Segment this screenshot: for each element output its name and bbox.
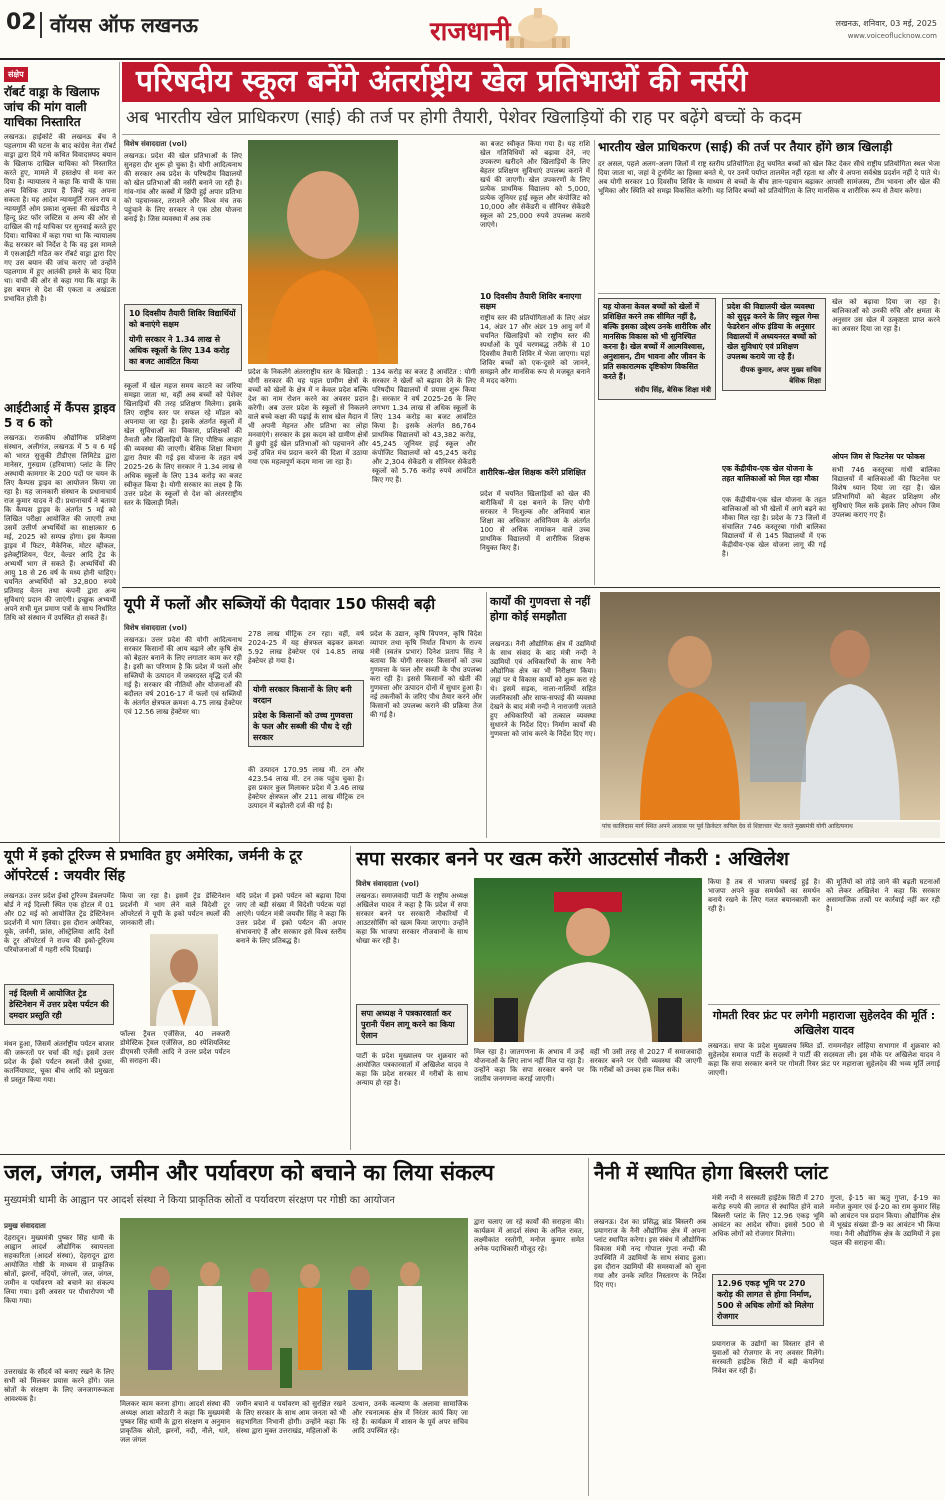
- lead-column: 134 करोड़ का बजट है आवंटित : योगी सरकार ने खेलों को बढ़ावा देने के लिए परिषदीय विद्यालयों में प्रयास शुरू किया है। सरकार ने वर्ष 2025-26 के लिए लगभग 1.34 लाख से अधिक स्कूलों के लिए 134 करोड़ का बजट आवंटित किया है। इसके अंतर्गत 86,764 प्राथमिक विद्यालयों को 43,382 करोड़, 45,245 जूनियर हाई स्कूल और कंपोजिट विद्यालयों को 45,245 करोड़ और 2,304 सेकेंडरी व सीनियर सेकेंडरी स्कूलों को 5.76 करोड़ रुपये आवंटित किए गए हैं।: [372, 368, 476, 484]
- section-rule: [708, 1004, 940, 1005]
- pull-bullet: 12.96 एकड़ भूमि पर 270 करोड़ की लागत से होगा निर्माण, 500 से अधिक लोगों को मिलेगा रोजगार: [717, 1279, 814, 1321]
- fruits-headline: यूपी में फलों और सब्जियों की पैदावार 150 फीसदी बढ़ी: [124, 595, 436, 613]
- akhilesh-column: लखनऊ। समाजवादी पार्टी के राष्ट्रीय अध्यक्ष अखिलेश यादव ने कहा है कि प्रदेश में सपा सरकार बनने पर सरकारी नौकरियों में आउटसोर्सिंग को खत्म किया जाएगा। उन्होंने कहा कि भाजपा सरकार नौजवानों के साथ धोखा कर रही है।: [356, 892, 468, 945]
- bisleri-column: मंत्री नन्दी ने सरस्वती हाईटेक सिटी में 270 करोड़ रुपये की लागत से स्थापित होने वाले बिस्लरी प्लांट के लिए 12.96 एकड़ भूमि आवंटन का आदेश सौंपा। इससे 500 से अधिक लोगों को रोजगार मिलेगा।: [712, 1194, 824, 1238]
- section-rule: [122, 587, 940, 588]
- portrait-icon: [248, 140, 398, 364]
- akhilesh-column: पार्टी के प्रदेश मुख्यालय पर शुक्रवार को आयोजित पत्रकारवार्ता में अखिलेश यादव ने कहा कि प्रदेश सरकार में गरीबों के साथ अन्याय हो रहा है।: [356, 1052, 468, 1087]
- masthead-divider: [40, 12, 42, 38]
- akhilesh-column: की मूर्तियों को तोड़े जाने की बढ़ती घटनाओं को लेकर अखिलेश ने कहा कि सरकार असामाजिक तत्वों पर कार्रवाई नहीं कर रही है।: [826, 878, 940, 913]
- lead-column: स्कूलों में खेल महज समय काटने का जरिया समझा जाता था, वहीं अब बच्चों को पेशेवर खिलाड़ियों की तरह प्रशिक्षण मिलेगा। इसके लिए राष्ट्रीय स्तर पर सफल रहे मॉडल को अपनाया जा रहा है। इसके अंतर्गत स्कूलों में खेल सुविधाओं का विकास, प्रशिक्षकों की तैनाती और खिलाड़ियों के लिए पौष्टिक आहार की व्यवस्था की जाएगी। बेसिक शिक्षा विभाग द्वारा तैयार की गई इस योजना के तहत वर्ष 2025-26 के लिए सरकार ने 1.34 लाख से अधिक स्कूलों के लिए 134 करोड़ का बजट स्वीकृत किया है। योगी सरकार का लक्ष्य है कि उत्तर प्रदेश के स्कूलों से देश को अंतरराष्ट्रीय स्तर के खिलाड़ी मिलें।: [124, 382, 242, 507]
- brief-body: लखनऊ। हाईकोर्ट की लखनऊ बेंच ने पहलगाम की घटना के बाद कांग्रेस नेता रॉबर्ट वाड्रा द्वारा दिये गये कथित विवादास्पद बयान के खिलाफ दाखिल याचिका को निस्तारित करते हुए, मामले में हस्तक्षेप से मना कर दिया है। न्यायालय ने कहा कि याची के पास अन्य विधिक उपाय हैं जिन्हें वह अपना सकता है। यह आदेश न्यायमूर्ति राजन राय व न्यायमूर्ति ओम प्रकाश शुक्ला की खंडपीठ ने हिन्दू फ्रंट फॉर जस्टिस व अन्य की ओर से दाखिल की गई याचिका पर सुनवाई करते हुए दिया। याचिका में कहा गया था कि न्यायालय केंद्र सरकार को निर्देश दे कि वह इस मामले में एसआईटी गठित कर रॉबर्ट वाड्रा द्वारा दिए गए उस बयान की जांच कराए जो उन्होंने पहलगाम में हुए आतंकी हमले के बाद दिया था। याची की ओर से कहा गया कि वाड्रा के इस बयान से देश की एकता व अखंडता प्रभावित होती है।: [4, 133, 116, 303]
- masthead-rule: [0, 58, 945, 60]
- sai-column: एक केंद्रीयीय-एक खेल योजना के तहत बालिकाओं को भी खेलों में आगे बढ़ने का मौका मिल रहा है। प्रदेश के 73 जिलों में संचालित 746 कस्तूरबा गांधी बालिका विद्यालयों में से 145 विद्यालयों में एक केंद्रीयीय-एक खेल योजना लागू की गई है।: [722, 496, 826, 558]
- quote-text: यह योजना केवल बच्चों को खेलों में प्रशिक्षित करने तक सीमित नहीं है, बल्कि इसका उद्देश्य उनके शारीरिक और मानसिक विकास को भी सुनिश्चित करना है। खेल बच्चों में आत्मविश्वास, अनुशासन, टीम भावना और जीवन के प्रति सकारात्मक दृष्टिकोण विकसित करते हैं।: [603, 302, 711, 381]
- cm-kapil-dev-photo: [600, 592, 940, 820]
- logo: [420, 6, 580, 52]
- tourism-column: किया जा रहा है। इसमें ट्रेड डेस्टिनेशन प्रदर्शनी में भाग लेने वाले विदेशी टूर ऑपरेटर्स ने यूपी के इको पर्यटन स्थलों की जानकारी ली।: [120, 892, 230, 927]
- bisleri-headline: नैनी में स्थापित होगा बिस्लरी प्लांट: [594, 1162, 828, 1184]
- dhami-column: देहरादून। मुख्यमंत्री पुष्कर सिंह धामी के आह्वान आदर्श औद्योगिक स्वायत्तता सहकारिता (आदर्श संस्था), देहरादून द्वारा आयोजित गोष्ठी के माध्यम से प्राकृतिक स्रोतों, झरनों, नदियों, जंगलों, जल, जंगल, जमीन व पर्यावरण को बचाने का संकल्प लिया गया। इसी अवसर पर पौधारोपण भी किया गया।: [4, 1234, 114, 1305]
- lead-headline-bar: [122, 62, 940, 102]
- lead-column: का बजट स्वीकृत किया गया है। यह राशि खेल गतिविधियों को बढ़ावा देने, नए उपकरण खरीदने और खिलाड़ियों के लिए बेहतर प्रशिक्षण सुविधाएं उपलब्ध कराने में खर्च की जाएगी। खेल उपकरणों के लिए प्रत्येक प्राथमिक विद्यालय को 5,000, प्रत्येक जूनियर हाई स्कूल और कंपोजिट को 10,000 और सेकेंडरी व सीनियर सेकेंडरी स्कूल को 25,000 रुपये उपलब्ध कराये जाएंगे।: [480, 140, 590, 229]
- fruits-column: लखनऊ। उत्तर प्रदेश की योगी आदित्यनाथ सरकार किसानों की आय बढ़ाने और कृषि क्षेत्र को बेहतर बनाने के लिए लगातार काम कर रही है। इसी का परिणाम है कि प्रदेश में फलों और सब्जियों के उत्पादन में जबरदस्त वृद्धि दर्ज की गई है। सरकार की नीतियों और योजनाओं की बदौलत वर्ष 2016-17 में फलों एवं सब्जियों के अंतर्गत क्षेत्रफल क्रमशः 4.75 लाख हेक्टेयर एवं 12.56 लाख हेक्टेयर था।: [124, 636, 242, 716]
- photo-person-icon: [474, 878, 702, 1042]
- akhilesh-pull-box: [356, 1004, 468, 1045]
- section-rule: [598, 293, 940, 294]
- column-rule: [486, 592, 487, 838]
- dhami-subheadline: मुख्यमंत्री धामी के आह्वान पर आदर्श संस्था ने किया प्राकृतिक स्रोतों व पर्यावरण संरक्षण पर गोष्ठी का आयोजन: [4, 1195, 395, 1206]
- quote-author: संदीप सिंह, बेसिक शिक्षा मंत्री: [634, 386, 711, 394]
- pull-bullet: सपा अध्यक्ष ने पत्रकारवार्ता कर पुरानी पेंशन लागू करने का किया ऐलान: [361, 1009, 455, 1040]
- section-rule: [0, 842, 945, 843]
- lead-rule: [122, 134, 940, 135]
- photo-caption: पांच कालिदास मार्ग स्थित अपने आवास पर पूर्व क्रिकेटर कपिल देव से शिष्टाचार भेंट करते मुख्यमंत्री योगी आदित्यनाथ: [600, 822, 940, 838]
- pull-bullet: नई दिल्ली में आयोजित ट्रेड डेस्टिनेशन में उत्तर प्रदेश पर्यटन की दमदार प्रस्तुति रही: [9, 989, 109, 1020]
- column-rule: [119, 62, 120, 842]
- photo-group-icon: [120, 1218, 468, 1396]
- portrait-icon: [150, 934, 218, 1026]
- lead-column: प्रदेश में चयनित खिलाड़ियों को खेल की बारीकियों में दक्ष बनाने के लिए योगी सरकार ने निःशुल्क और अनिवार्य बाल शिक्षा का अधिकार अधिनियम के अंतर्गत 100 से अधिक नामांकन वाले उच्च प्राथमिक विद्यालयों में शारीरिक शिक्षक नियुक्त किए हैं।: [480, 490, 590, 552]
- section-tag: संक्षेप: [4, 67, 28, 82]
- minister-portrait-photo: [150, 934, 218, 1026]
- official-quote-box: [722, 298, 826, 391]
- fruits-column: की उत्पादन 170.95 लाख मी. टन और 423.54 लाख मी. टन तक पहुंच चुका है। इस प्रकार कुल मिलाकर प्रदेश में 3.46 लाख हेक्टेयर क्षेत्रफल और 211 लाख मीट्रिक टन उत्पादन में बढ़ोतरी दर्ज की गई है।: [248, 766, 364, 810]
- bisleri-column: प्रयागराज के उद्योगों का विस्तार होने से युवाओं को रोजगार के नए अवसर मिलेंगे। सरस्वती हाईटेक सिटी में बड़ी कंपनियां निवेश कर रही हैं।: [712, 1340, 824, 1375]
- dhami-column: जमीन बचाने व पर्यावरण को सुरक्षित रखने के लिए सरकार के साथ आम जनता को भी सहभागिता निभानी होगी। उन्होंने कहा कि संस्था द्वारा मुक्त उत्तराखंड, महिलाओं के: [236, 1400, 346, 1435]
- sai-column: खेल को बढ़ावा दिया जा रहा है। बालिकाओं को उनकी रुचि और क्षमता के अनुसार उस खेल में उत्कृष्टता प्राप्त करने का अवसर दिया जा रहा है।: [832, 298, 940, 333]
- fruits-column: प्रदेश के उद्यान, कृषि विपणन, कृषि विदेश व्यापार तथा कृषि निर्यात विभाग के राज्य मंत्री (स्वतंत्र प्रभार) दिनेश प्रताप सिंह ने बताया कि योगी सरकार किसानों को उच्च गुणवत्ता के फल और सब्जी के पौध उपलब्ध करा रही है। इससे किसानों को खेती की गुणवत्ता और उत्पादन दोनों में सुधार हुआ है। नई तकनीकों के जरिए पौध तैयार करने और किसानों को उपलब्ध कराने की प्रक्रिया तेज की गई है।: [370, 630, 482, 719]
- quote-text: प्रदेश की विद्यालयी खेल व्यवस्था को सुदृढ़ करने के लिए स्कूल गेम्स फेडरेशन ऑफ इंडिया के अनुसार विद्यालयों में अध्ययनरत बच्चों को खेल सुविधाएं एवं प्रशिक्षण उपलब्ध कराये जा रहे हैं।: [727, 302, 820, 361]
- lead-column: राष्ट्रीय स्तर की प्रतियोगिताओं के लिए अंडर 14, अंडर 17 और अंडर 19 आयु वर्ग में चयनित खिलाड़ियों को राष्ट्रीय स्तर की स्पर्धाओं के पूर्व चरणबद्ध तरीके से 10 दिवसीय तैयारी शिविर में भेजा जाएगा। यहां शिविर बच्चों को एक-दूसरे को जानने, समझने और मानसिक रूप से मजबूत बनाने में मदद करेगा।: [480, 314, 590, 385]
- quality-body: लखनऊ। नैनी औद्योगिक क्षेत्र में उद्यमियों के साथ संवाद के बाद मंत्री नन्दी ने उद्यमियों एवं अधिकारियों के साथ नैनी औद्योगिक क्षेत्र का भी निरीक्षण किया। जहां पर ये विकास कार्यों को शुरू करा रहे थे। इसमें सड़क, नाला-नालियों सहित जलनिकासी और साफ-सफाई की व्यवस्था देखने के बाद मंत्री नन्दी ने नाराजगी जताते हुए अधिकारियों को तत्काल व्यवस्था सुधारने के निर्देश दिए। निर्माण कार्यों की गुणवत्ता को जांच करने के निर्देश दिए गए।: [490, 640, 596, 738]
- fruits-column: 278 लाख मीट्रिक टन रहा। वहीं, वर्ष 2024-25 में यह क्षेत्रफल बढ़कर क्रमशः 5.92 लाख हेक्टेयर एवं 14.85 लाख हेक्टेयर हो गया है।: [248, 630, 364, 665]
- tourism-headline: यूपी में इको टूरिज्म से प्रभावित हुए अमेरिका, जर्मनी के टूर ऑपरेटर्स : जयवीर सिंह: [4, 848, 303, 884]
- sai-body: दर असल, पहले अलग-अलग जिलों में राष्ट्र स्तरीय प्रतियोगिता हेतु चयनित बच्चों को खेल किट देकर सीधे राष्ट्रीय प्रतियोगिता स्थल भेजा दिया जाता था, जहां वे टूर्नामेंट का हिस्सा बनते थे, पर उनमें पर्याप्त तालमेल नहीं रहता था और वे अपना सर्वश्रेष्ठ प्रदर्शन नहीं दे पाते थे। अब योगी सरकार 10 दिवसीय शिविर के माध्यम से बच्चों के बीच ज्ञान-पहचान बढ़ाकर आपसी सामंजस्य, टीम भावना और खेल की भूमिका और स्थिति को समझ विकसित करेगी। यह शिविर बच्चों को प्रतियोगिता के लिए मानसिक व शारीरिक रूप से तैयार करेगा।: [598, 160, 940, 195]
- edition-name: वॉयस ऑफ लखनऊ: [50, 13, 198, 37]
- tourism-column: लखनऊ। उत्तर प्रदेश ईको टूरिज्म डेवलपमेंट बोर्ड ने नई दिल्ली स्थित एक होटल में 01 और 02 मई को आयोजित ट्रेड डेस्टिनेशन प्रदर्शनी में भाग लिया। इस दौरान अमेरिका, यूके, जर्मनी, फ्रांस, ऑस्ट्रेलिया आदि देशों के टूर ऑपरेटर्स ने राज्य की इको-टूरिज्म परियोजनाओं में गहरी रुचि दिखाई।: [4, 892, 114, 954]
- akhilesh-column: मिल रहा है। जातगणना के अभाव में उन्हें योजनाओं के लिए लाभ नहीं मिल पा रहा है। उन्होंने कहा कि सपा सरकार बनने पर जातीय जनगणना कराई जाएगी।: [474, 1048, 584, 1083]
- lead-byline: विशेष संवाददाता (vol): [124, 140, 188, 148]
- date-line: लखनऊ, शनिवार, 03 मई, 2025: [835, 19, 937, 28]
- pull-bullet: योगी सरकार किसानों के लिए बनी वरदान: [253, 685, 352, 705]
- tourism-pull-box: [4, 984, 114, 1025]
- dhami-byline: प्रमुख संवाददाता: [4, 1222, 46, 1230]
- minister-quote-box: [598, 298, 716, 400]
- lead-headline: परिषदीय स्कूल बनेंगे अंतर्राष्ट्रीय खेल प्रतिभाओं की नर्सरी: [136, 64, 748, 99]
- sai-subhead: ओपन जिम से फिटनेस पर फोकस: [832, 452, 925, 461]
- lead-column: लखनऊ। प्रदेश की खेल प्रतिभाओं के लिए सुनहरा दौर शुरू हो चुका है। योगी आदित्यनाथ की सरकार अब प्रदेश के परिषदीय विद्यालयों को खेल प्रतिभाओं की नर्सरी बनाने जा रही है। गांव-गांव और कस्बों में छिपी हुई अपार प्रतिभा को पहचानकर, तराशने और विश्व मंच तक पहुंचाने के लिए सरकार ने एक ठोस योजना बनाई है। जिस व्यवस्था में अब तक: [124, 152, 242, 223]
- lead-subhead: शारीरिक-खेल शिक्षक करेंगे प्रशिक्षित: [480, 468, 586, 477]
- page-number: 02: [6, 10, 37, 35]
- gomti-body: लखनऊ। सपा के प्रदेश मुख्यालय स्थित डॉ. राममनोहर लोहिया सभागार में शुक्रवार को सुहेलदेव समाज पार्टी के सदस्यों ने पार्टी की सदस्यता ली। इस मौके पर अखिलेश यादव ने कहा कि सपा सरकार बनने पर गोमती रिवर फ्रंट पर महाराजा सुहेलदेव की भव्य मूर्ति लगाई जाएगी।: [708, 1042, 940, 1077]
- plantation-group-photo: [120, 1218, 468, 1396]
- dhami-column: उत्थान, उनके कल्याण के अलावा सामाजिक और रचनात्मक क्षेत्र में निरंतर कार्य किए जा रहे हैं। कार्यक्रम में शासन के पूर्व अपर सचिव आदि उपस्थित रहे।: [352, 1400, 468, 1435]
- column-rule: [350, 846, 351, 1150]
- sai-headline: भारतीय खेल प्राधिकरण (साई) की तर्ज पर तैयार होंगे छात्र खिलाड़ी: [598, 140, 893, 154]
- bisleri-column: लखनऊ। देश का प्रसिद्ध ब्रांड बिस्लरी अब प्रयागराज के नैनी औद्योगिक क्षेत्र में अपना प्लांट स्थापित करेगा। इस संबंध में औद्योगिक विकास मंत्री नन्द गोपाल गुप्ता नन्दी की उपस्थिति में उद्यमियों के साथ संवाद हुआ। इस दौरान उद्यमियों की समस्याओं को सुना गया और उनके त्वरित निस्तारण के निर्देश दिए गए।: [594, 1218, 706, 1289]
- gomti-headline: गोमती रिवर फ्रंट पर लगेगी महाराजा सुहेलदेव की मूर्ति : अखिलेश यादव: [712, 1009, 936, 1037]
- logo-text: राजधानी: [430, 17, 511, 47]
- brief-headline: रॉबर्ट वाड्रा के खिलाफ जांच की मांग वाली याचिका निस्तारित: [4, 85, 100, 129]
- photo-people-icon: [600, 592, 940, 820]
- lead-subheadline: अब भारतीय खेल प्राधिकरण (साई) की तर्ज पर होगी तैयारी, पेशेवर खिलाड़ियों की राह पर बढ़ेंगे बच्चों के कदम: [126, 108, 802, 128]
- akhilesh-column: किया है तब से भाजपा घबराई हुई है। भाजपा अपने कुछ समर्थकों का समर्थन बनाये रखने के लिए गलत बयानबाजी कर रही है।: [708, 878, 820, 913]
- bisleri-pull-box: [712, 1274, 824, 1326]
- lead-subhead: 10 दिवसीय तैयारी शिविर बनाएगा सक्षम: [480, 292, 582, 311]
- brief-body: लखनऊ। राजकीय औद्योगिक प्रशिक्षण संस्थान, अलीगंज, लखनऊ में 5 व 6 मई को भारत सुजुकी टीडीएस लिमिटेड द्वारा मानेसर, गुरुग्राम (हरियाणा) प्लांट के लिए अस्थायी कामगार के 200 पदों पर चयन के लिए कैम्पस ड्राइव का आयोजन किया जा रहा है। यह जानकारी संस्थान के प्रधानाचार्य राज कुमार यादव ने दी। प्रधानाचार्य ने बताया कि कैम्पस ड्राइव के अंतर्गत 5 मई को लिखित परीक्षा आयोजित की जाएगी तथा उसमें उत्तीर्ण अभ्यर्थियों का साक्षात्कार 6 मई, 2025 को सम्पन्न होगा। इस कैम्पस ड्राइव में फिटर, मैकेनिक, मोटर व्हीकल, इलेक्ट्रीशियन, पेंटर, वेल्डर आदि ट्रेड के अभ्यर्थी भाग ले सकते हैं। अभ्यर्थियों की आयु 18 से 26 वर्ष के मध्य होनी चाहिए। चयनित अभ्यर्थियों को 32,800 रुपये प्रतिमाह वेतन तथा कंपनी द्वारा अन्य सुविधाएं प्रदान की जाएंगी। इच्छुक अभ्यर्थी अपने सभी मूल प्रमाण पत्रों के साथ निर्धारित तिथि को संस्थान में उपस्थित हो सकते हैं।: [4, 434, 116, 622]
- akhilesh-column: वहीं भी उसी तरह से 2027 में समाजवादी सरकार बनने पर ऐसी व्यवस्था की जाएगी कि गरीबों को उनका हक मिल सके।: [590, 1048, 702, 1074]
- website-url[interactable]: www.voiceoflucknow.com: [847, 32, 937, 40]
- pull-bullet: योगी सरकार ने 1.34 लाख से अधिक स्कूलों के लिए 134 करोड़ का बजट आवंटित किया: [129, 335, 230, 366]
- sai-column: सभी 746 कस्तूरबा गांधी बालिका विद्यालयों में बालिकाओं की फिटनेस पर विशेष ध्यान दिया जा रहा है। खेल प्रतिभागियों को बेहतर प्रशिक्षण और सुविधाएं मिल सकें इसके लिए ओपन जिम उपलब्ध कराए गए हैं।: [832, 466, 940, 519]
- tourism-column: फॉल्स ट्रैवल एजेंसिज, 40 लक्जरी डोमेस्टिक ट्रैवल एजेंसिज, 80 स्पेशियलिस्ट डीएमसी एजेंसी आदि ने उत्तर प्रदेश पर्यटन की सराहना की।: [120, 1030, 230, 1065]
- column-rule: [588, 1158, 589, 1496]
- column-rule: [594, 140, 595, 585]
- akhilesh-byline: विशेष संवाददाता (vol): [356, 880, 420, 888]
- akhilesh-photo: [474, 878, 702, 1042]
- dhami-column: मिलकर काम करना होगा। आदर्श संस्था की अध्यक्ष आशा कोठारी ने कहा कि मुख्यमंत्री पुष्कर सिंह धामी के द्वारा संरक्षण व अनुमान प्राकृतिक स्रोतों, झरनों, नदी, नौले, धारे, जल जंगल: [120, 1400, 230, 1444]
- akhilesh-headline: सपा सरकार बनने पर खत्म करेंगे आउटसोर्स नौकरी : अखिलेश: [356, 848, 789, 870]
- sai-subhead: एक केंद्रीयीय-एक खेल योजना के तहत बालिकाओं को मिल रहा मौका: [722, 464, 819, 483]
- fruits-byline: विशेष संवाददाता (vol): [124, 624, 188, 632]
- masthead: [0, 0, 945, 60]
- pull-bullet: प्रदेश के किसानों को उच्च गुणवत्ता के फल और सब्जी की पौध दे रही सरकार: [253, 711, 353, 742]
- dhami-headline: जल, जंगल, जमीन और पर्यावरण को बचाने का लिया संकल्प: [4, 1161, 494, 1186]
- section-rule: [0, 1154, 945, 1155]
- tourism-column: मंथन हुआ, जिसमें अंतर्राष्ट्रीय पर्यटन बाजार की जरूरतों पर चर्चा की गई। इसमें उत्तर प्रदेश के ईको पर्यटन स्थलों जैसे दुधवा, कतर्नियाघाट, चूका बीच आदि को प्रमुखता से प्रस्तुत किया गया।: [4, 1040, 114, 1084]
- cm-portrait-photo: [248, 140, 398, 364]
- fruits-pull-box: [248, 680, 364, 747]
- lead-pull-box: [124, 304, 242, 371]
- left-column: [4, 62, 116, 904]
- tourism-column: यदि प्रदेश में इको पर्यटन को बढ़ावा दिया जाए तो बड़ी संख्या में विदेशी पर्यटक यहां आएंगे। पर्यटन मंत्री जयवीर सिंह ने कहा कि उत्तर प्रदेश में इको पर्यटन की अपार संभावनाएं हैं और सरकार इसे विश्व स्तरीय बनाने के लिए प्रतिबद्ध है।: [236, 892, 346, 945]
- brief-headline: आईटीआई में कैंपस ड्राइव 5 व 6 को: [4, 401, 116, 430]
- pull-bullet: 10 दिवसीय तैयारी शिविर विद्यार्थियों को बनाएंगे सक्षम: [129, 309, 236, 329]
- dhami-column: द्वारा चलाए जा रहे कार्यों की सराहना की। कार्यक्रम में आदर्श संस्था के अनिल रावत, लक्ष्मीकांत रस्तोगी, मनोज कुमार समेत अनेक पदाधिकारी मौजूद रहे।: [474, 1218, 584, 1253]
- bisleri-column: गुप्ता, ई-15 का ऋतु गुप्ता, ई-19 का मनोज कुमार एवं ई-20 का राम कुमार सिंह को आवंटन पत्र प्रदान किया। औद्योगिक क्षेत्र में भूखंड संख्या डी-9 का आवंटन भी किया गया। नैनी औद्योगिक क्षेत्र के उद्यमियों ने इस पहल की सराहना की।: [830, 1194, 940, 1247]
- quality-headline: कार्यों की गुणवत्ता से नहीं होगा कोई समझौता: [490, 595, 591, 623]
- lead-column: प्रदेश के निकलेंगे अंतरराष्ट्रीय स्तर के खिलाड़ी : योगी सरकार की यह पहल ग्रामीण क्षेत्रों के बच्चों को खेलों के क्षेत्र में न केवल प्रदेश बल्कि देश का नाम रोशन करने का अवसर प्रदान करेगी। अब उत्तर प्रदेश के स्कूलों से निकलने वाले बच्चे कक्षा की पढ़ाई के साथ खेल मैदान में भी अपनी मेहनत और प्रतिभा का लोहा मनवाएंगे। सरकार के इस कदम को ग्रामीण क्षेत्रों में छुपी हुई खेल प्रतिभाओं को पहचानने और उन्हें उचित मंच प्रदान करने की दिशा में उठाया गया एक महत्वपूर्ण कदम माना जा रहा है।: [248, 368, 368, 466]
- dhami-column: उत्तराखंड के सौंदर्य को बनाए रखने के लिए सभी को मिलकर प्रयास करने होंगे। जल स्रोतों के संरक्षण के लिए जनजागरूकता आवश्यक है।: [4, 1368, 114, 1403]
- quote-author: दीपक कुमार, अपर मुख्य सचिव बेसिक शिक्षा: [740, 366, 821, 385]
